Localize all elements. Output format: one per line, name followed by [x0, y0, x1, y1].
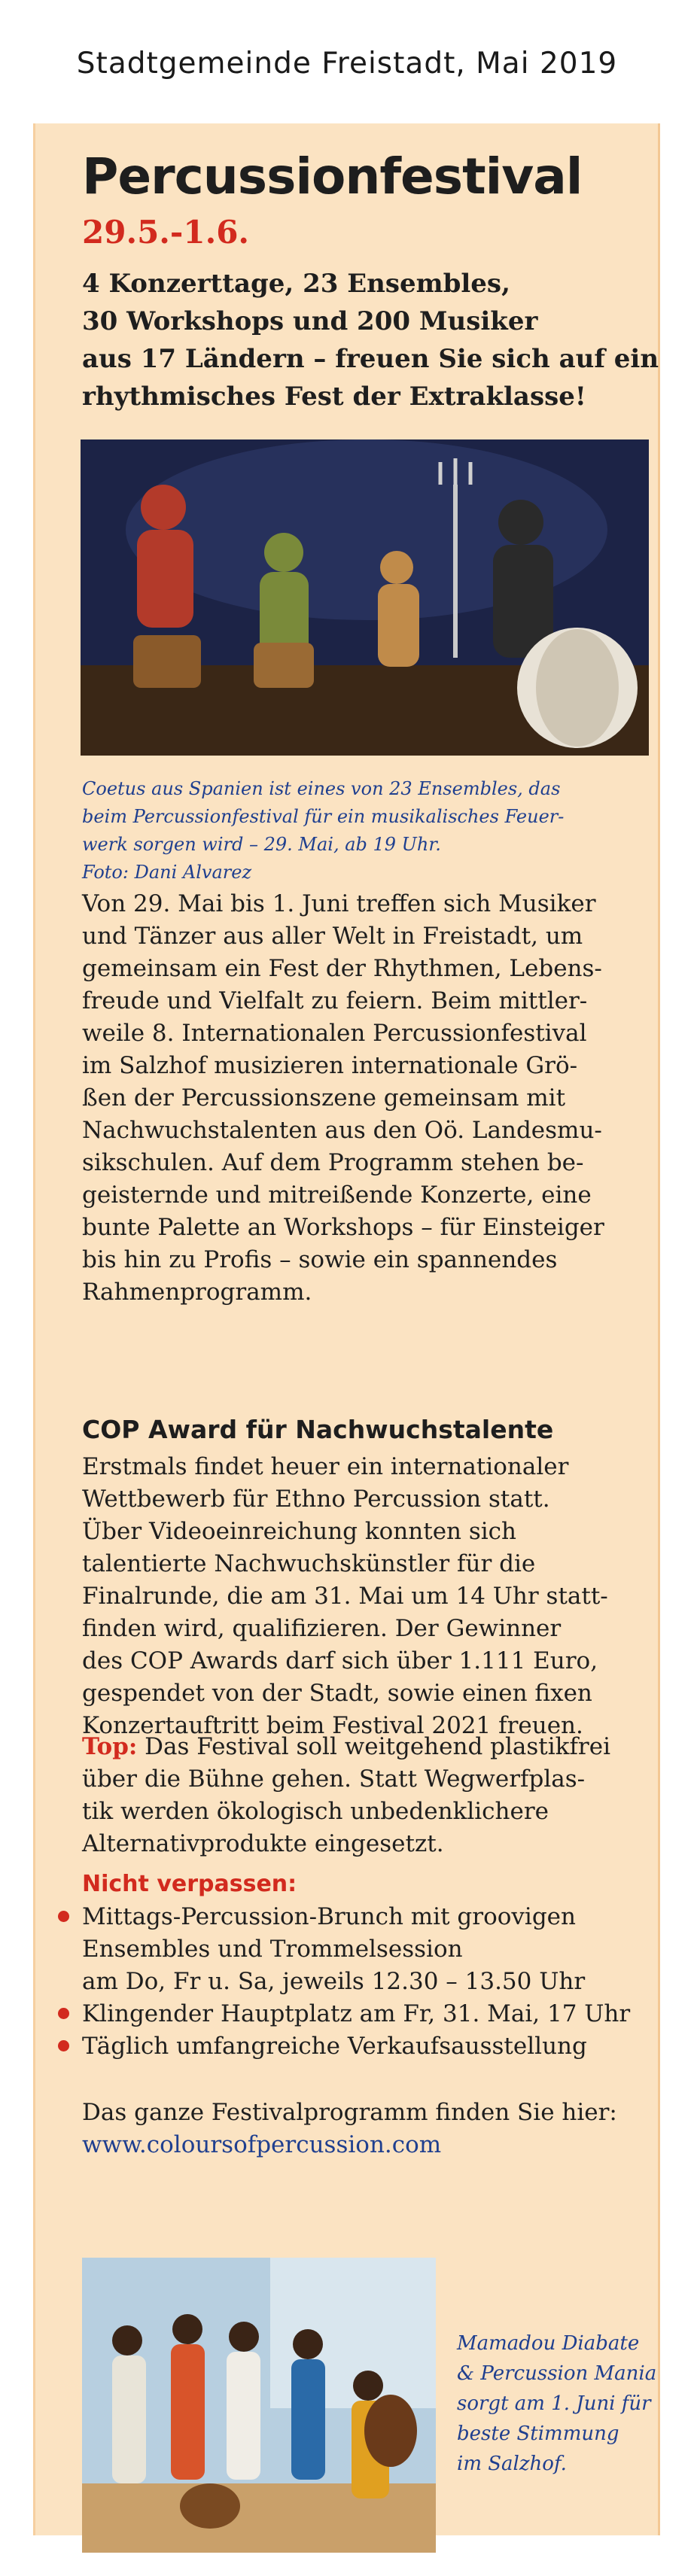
text-line: gespendet von der Stadt, sowie einen fixen — [82, 1680, 592, 1707]
article-panel — [33, 123, 660, 2535]
text-line: tik werden ökologisch unbedenklichere — [82, 1798, 549, 1825]
text-line: Nachwuchstalenten aus den Oö. Landesmu- — [82, 1117, 602, 1144]
lead-line: aus 17 Ländern – freuen Sie sich auf ein — [82, 344, 659, 374]
text-line: geisternde und mitreißende Konzerte, eine — [82, 1182, 592, 1209]
text-line: Über Videoeinreichung konnten sich — [82, 1518, 517, 1545]
text-line: Das Festival soll weitgehend plastikfrei — [137, 1733, 611, 1760]
text-line: bis hin zu Profis – sowie ein spannendes — [82, 1246, 558, 1273]
text-line: ßen der Percussionszene gemeinsam mit — [82, 1084, 566, 1112]
bullet-icon — [58, 2008, 69, 2019]
mamadou-diabate-photo — [82, 2258, 436, 2553]
list-item-continuation: am Do, Fr u. Sa, jeweils 12.30 – 13.50 Uhr — [82, 1968, 586, 1995]
intro-paragraph — [82, 888, 662, 1309]
caption-line: beim Percussionfestival für ein musikalisches Feuer- — [82, 806, 565, 827]
text-line: gemeinsam ein Fest der Rhythmen, Lebens- — [82, 955, 602, 982]
caption-line: beste Stimmung — [457, 2422, 619, 2445]
article-lead — [82, 265, 662, 415]
photo2-caption — [457, 2328, 657, 2479]
publication-header: Stadtgemeinde Freistadt, Mai 2019 — [76, 47, 618, 81]
text-line: sikschulen. Auf dem Programm stehen be- — [82, 1149, 584, 1176]
text-line: bunte Palette an Workshops – für Einsteiger — [82, 1214, 604, 1241]
text-line: talentierte Nachwuchskünstler für die — [82, 1550, 536, 1577]
program-link[interactable]: www.coloursofpercussion.com — [82, 2131, 442, 2158]
top-label: Top: — [82, 1733, 138, 1760]
bullet-icon — [58, 1911, 69, 1922]
top-note — [82, 1731, 662, 1860]
text-line: Finalrunde, die am 31. Mai um 14 Uhr statt- — [82, 1583, 608, 1610]
list-item-text: Mittags-Percussion-Brunch mit groovigen — [82, 1903, 576, 1930]
list-item-text: Klingender Hauptplatz am Fr, 31. Mai, 17 Uhr — [82, 2000, 631, 2027]
caption-line: Coetus aus Spanien ist eines von 23 Ensembles, das — [82, 778, 561, 799]
caption-line: Mamadou Diabate — [457, 2332, 640, 2355]
festival-dates: 29.5.-1.6. — [82, 214, 250, 251]
text-line: Konzertauftritt beim Festival 2021 freuen. — [82, 1712, 583, 1739]
text-line: des COP Awards darf sich über 1.111 Euro, — [82, 1647, 598, 1674]
ensemble-photo-illustration — [82, 2258, 436, 2553]
concert-photo-illustration — [81, 439, 649, 756]
text-line: Rahmenprogramm. — [82, 1279, 312, 1306]
caption-line: sorgt am 1. Juni für — [457, 2392, 651, 2415]
text-line: Wettbewerb für Ethno Percussion statt. — [82, 1486, 550, 1513]
text-line: freude und Vielfalt zu feiern. Beim mittler- — [82, 987, 588, 1014]
not-miss-heading: Nicht verpassen: — [82, 1871, 297, 1897]
caption-line: & Percussion Mania — [457, 2362, 657, 2385]
award-paragraph — [82, 1451, 662, 1742]
caption-line: im Salzhof. — [457, 2453, 567, 2475]
list-item — [82, 1998, 662, 2030]
list-item-text: Täglich umfangreiche Verkaufsausstellung — [82, 2033, 587, 2060]
text-line: über die Bühne gehen. Statt Wegwerfplas- — [82, 1765, 586, 1793]
text-line: weile 8. Internationalen Percussionfestival — [82, 1020, 587, 1047]
coetus-concert-photo — [81, 439, 649, 756]
program-info — [82, 2097, 662, 2161]
lead-line: rhythmisches Fest der Extraklasse! — [82, 382, 586, 412]
lead-line: 30 Workshops und 200 Musiker — [82, 306, 538, 336]
bullet-icon — [58, 2040, 69, 2051]
award-subheading: COP Award für Nachwuchstalente — [82, 1415, 554, 1444]
text-line: und Tänzer aus aller Welt in Freistadt, um — [82, 923, 583, 950]
list-item-continuation: Ensembles und Trommelsession — [82, 1936, 463, 1963]
list-item — [82, 1901, 662, 1933]
lead-line: 4 Konzerttage, 23 Ensembles, — [82, 269, 510, 299]
photo1-caption — [82, 775, 662, 887]
photo-credit: Foto: Dani Alvarez — [82, 862, 252, 883]
text-line: Erstmals findet heuer ein internationaler — [82, 1453, 569, 1480]
caption-line: werk sorgen wird – 29. Mai, ab 19 Uhr. — [82, 834, 441, 855]
article-title: Percussionfestival — [82, 148, 583, 205]
list-item — [82, 2030, 662, 2063]
program-text: Das ganze Festivalprogramm finden Sie hier: — [82, 2099, 617, 2126]
text-line: Alternativprodukte eingesetzt. — [82, 1830, 444, 1857]
not-miss-list — [82, 1901, 662, 2063]
text-line: finden wird, qualifizieren. Der Gewinner — [82, 1615, 562, 1642]
text-line: im Salzhof musizieren internationale Grö- — [82, 1052, 578, 1079]
text-line: Von 29. Mai bis 1. Juni treffen sich Musiker — [82, 890, 596, 917]
